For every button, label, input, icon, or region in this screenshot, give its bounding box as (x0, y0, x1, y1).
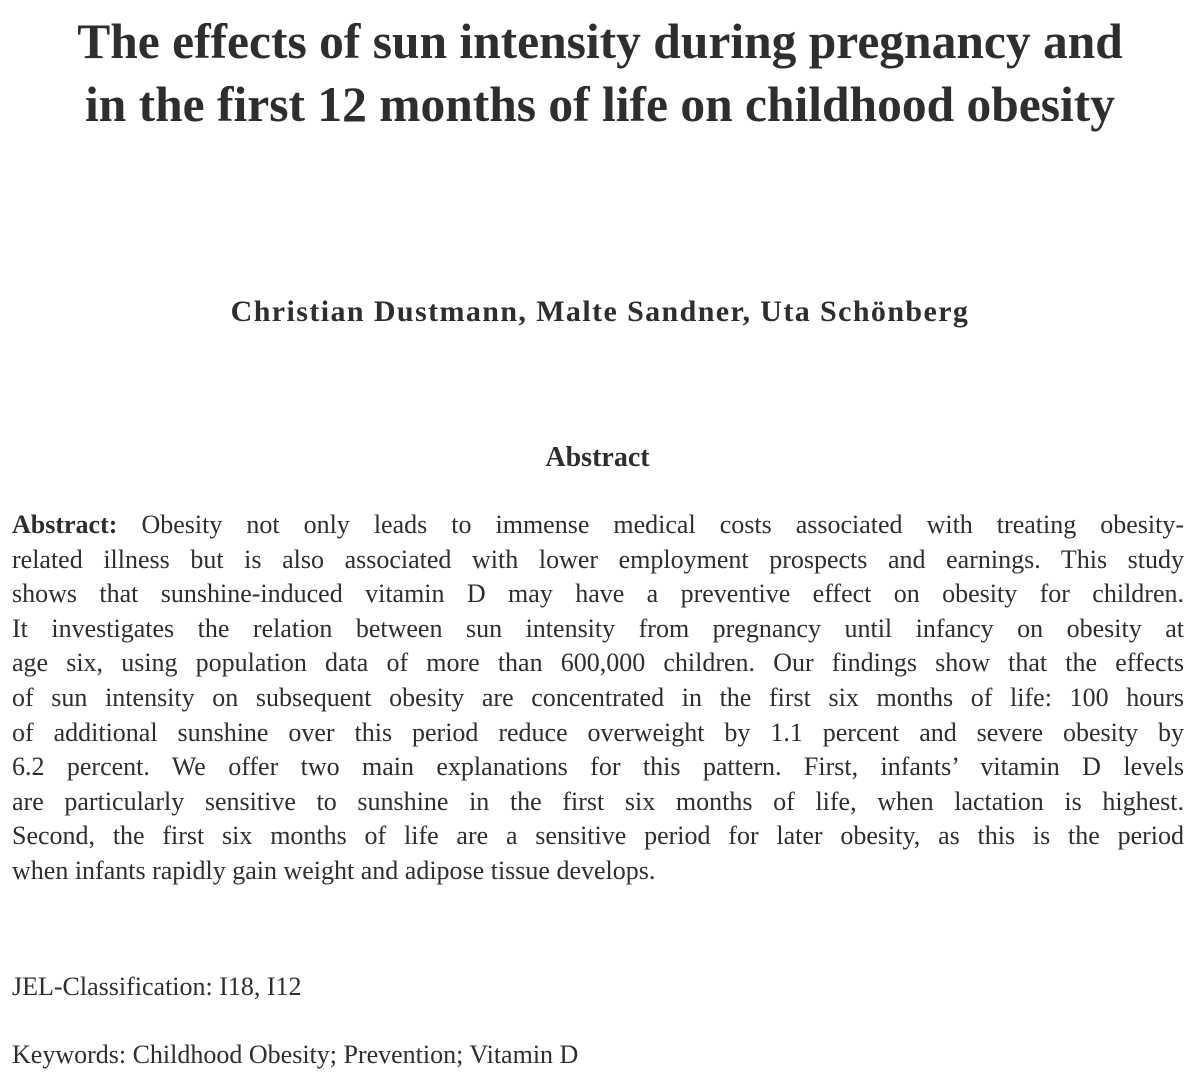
title-line-1: The effects of sun intensity during pregnancy and (77, 14, 1123, 69)
abstract-line: when infants rapidly gain weight and adipose tissue develops. (12, 855, 656, 885)
title-line-2: in the first 12 months of life on childhood obesity (85, 77, 1115, 132)
abstract-line: It investigates the relation between sun intensity from pregnancy until infancy on obesity at (12, 613, 1184, 643)
author-list: Christian Dustmann, Malte Sandner, Uta Schönberg (230, 295, 970, 328)
abstract-line: shows that sunshine-induced vitamin D may have a preventive effect on obesity for children. (12, 579, 1184, 609)
jel-classification: JEL-Classification: I18, I12 (12, 972, 302, 1001)
abstract-body (12, 508, 1184, 889)
abstract-line: related illness but is also associated with lower employment prospects and earnings. This study (12, 544, 1184, 574)
abstract-line-text: Obesity not only leads to immense medical costs associated with treating obesity- (117, 510, 1184, 539)
abstract-line: Second, the first six months of life are a sensitive period for later obesity, as this is the period (12, 821, 1184, 851)
abstract-line: of additional sunshine over this period reduce overweight by 1.1 percent and severe obesity by (12, 717, 1184, 747)
abstract-line: age six, using population data of more than 600,000 children. Our findings show that the effects (12, 648, 1184, 678)
abstract-line: 6.2 percent. We offer two main explanations for this pattern. First, infants’ vitamin D levels (12, 752, 1184, 782)
abstract-heading: Abstract (545, 442, 650, 473)
paper-title (0, 10, 1200, 136)
abstract-line (12, 508, 1184, 543)
abstract-line: are particularly sensitive to sunshine in the first six months of life, when lactation is highest. (12, 786, 1184, 816)
keywords: Keywords: Childhood Obesity; Prevention; Vitamin D (12, 1040, 579, 1069)
abstract-line: of sun intensity on subsequent obesity are concentrated in the first six months of life: 100 hours (12, 682, 1184, 712)
abstract-lead: Abstract: (12, 510, 118, 539)
